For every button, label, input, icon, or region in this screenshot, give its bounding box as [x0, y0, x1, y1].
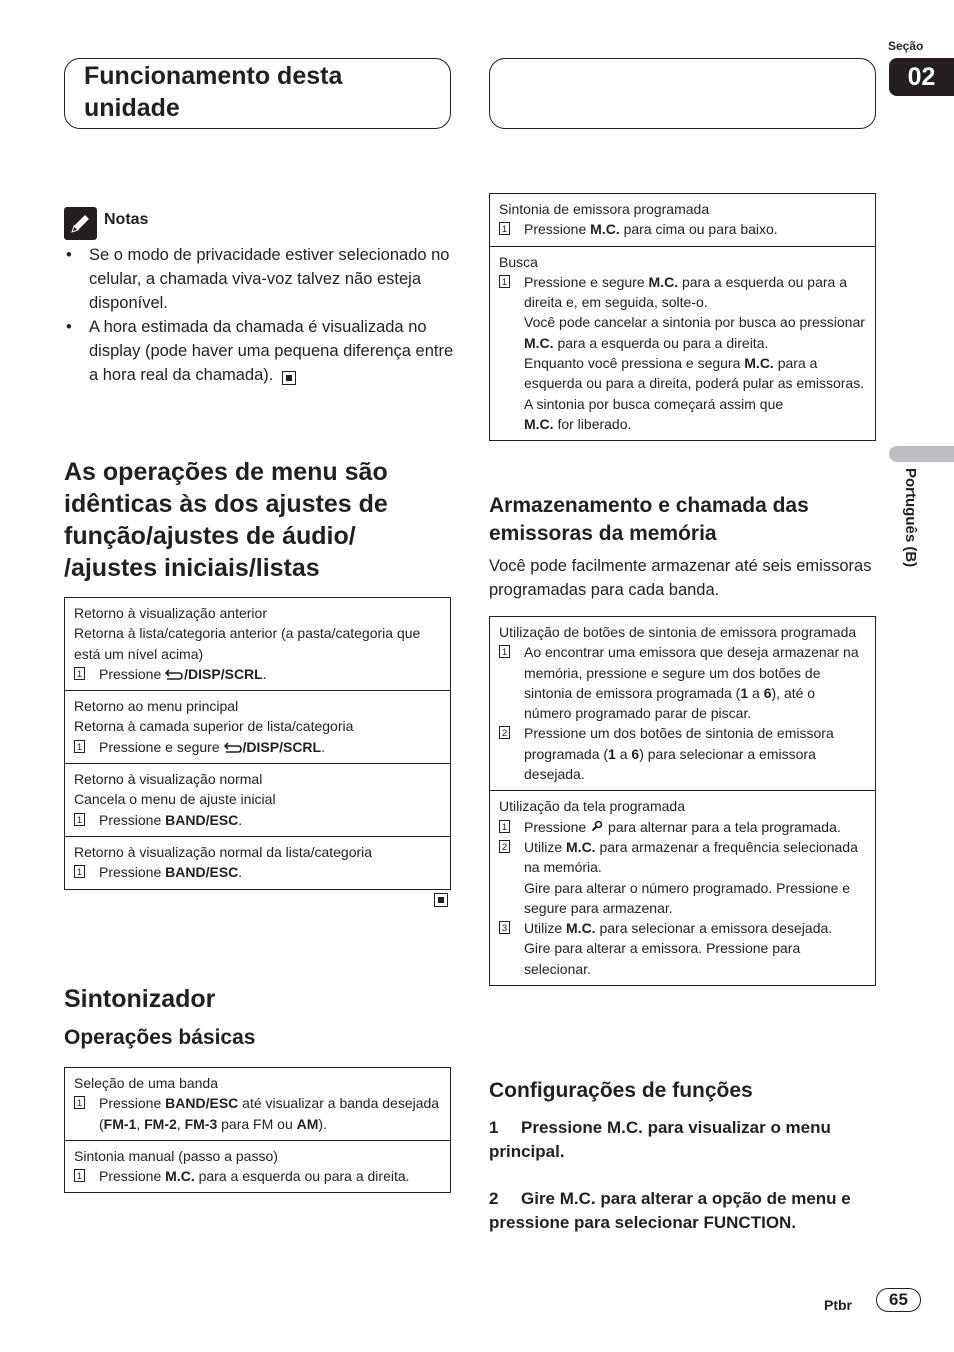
step-number: 1 — [499, 275, 510, 288]
step-number: 1 — [499, 222, 510, 235]
table-row: Retorno à visualização normal da lista/categoria 1 Pressione BAND/ESC. — [65, 836, 450, 889]
page-number: 65 — [876, 1288, 921, 1312]
return-arrow-icon — [224, 738, 242, 749]
notes-list — [64, 243, 454, 387]
table-row: Retorno à visualização anterior Retorna à lista/categoria anterior (a pasta/categoria que está um nível acima) 1 Pressione /DISP/SCRL. — [74, 605, 421, 682]
memory-table — [489, 616, 876, 986]
notes-title: Notas — [104, 211, 149, 228]
table-row: Retorno à visualização normal Cancela o menu de ajuste inicial 1 Pressione BAND/ESC. — [65, 763, 450, 836]
notes-icon — [64, 207, 97, 240]
language-tab — [889, 446, 954, 462]
step-number: 1 — [74, 865, 85, 878]
memory-heading: Armazenamento e chamada das emissoras da memória — [489, 494, 809, 545]
search-icon — [590, 817, 604, 837]
step-number: 1 — [74, 1096, 85, 1109]
end-mark-icon — [282, 371, 296, 385]
step-number: 1 — [74, 667, 85, 680]
footer-lang-code: Ptbr — [824, 1297, 852, 1313]
table-row: Retorno ao menu principal Retorna à camada superior de lista/categoria 1 Pressione e segure /DISP/SCRL. — [65, 690, 450, 763]
tuner-table — [64, 1067, 451, 1193]
step-number: 1 — [74, 813, 85, 826]
step-number: 1 — [499, 820, 510, 833]
section-number: 02 — [889, 58, 954, 96]
tuner-subheading: Operações básicas — [64, 1026, 256, 1049]
menu-ops-heading: As operações de menu são idênticas às dos ajustes de função/ajustes de áudio/ /ajustes iniciais/listas — [64, 458, 388, 582]
step-number: 1 — [74, 1169, 85, 1182]
table-row: Seleção de uma banda 1 Pressione BAND/ESC até visualizar a banda desejada (FM-1, FM-2, FM-3 para FM ou AM). — [74, 1075, 440, 1132]
table-row: Utilização de botões de sintonia de emissora programada 1 Ao encontrar uma emissora que deseja armazenar na memória, pressione e segure um dos botões de sintonia de emissora programada (1 a 6), até o número programado parar de piscar. 2 Pressione um dos botões de sintonia de emissora programada (1 a 6) para selecionar a emissora desejada. — [499, 624, 859, 783]
table-row: Busca 1 Pressione e segure M.C. para a esquerda ou para a direita e, em seguida, solte-o. Você pode cancelar a sintonia por busca ao pressionar M.C. para a esquerda ou para a direita. Enquanto você pressiona e segura M.C. para a esquerda ou para a direita, poderá pular as emissoras. A sintonia por busca começará assim que M.C. for liberado. — [490, 246, 875, 441]
step-number: 2 — [499, 726, 510, 739]
step-number: 1 — [499, 645, 510, 658]
list-item: • A hora estimada da chamada é visualizada no display (pode haver uma pequena diferença entre a hora real da chamada). — [64, 315, 454, 387]
language-label: Português (B) — [902, 468, 919, 568]
functions-heading: Configurações de funções — [489, 1079, 753, 1102]
page-title: Funcionamento desta unidade — [84, 62, 343, 122]
table-row: Sintonia manual (passo a passo) 1 Pressione M.C. para a esquerda ou para a direita. — [65, 1140, 450, 1193]
end-mark-icon — [434, 893, 448, 907]
step-number: 2 — [499, 840, 510, 853]
list-item: • Se o modo de privacidade estiver selecionado no celular, a chamada viva-voz talvez não esteja disponível. — [64, 243, 454, 315]
function-step-1: 1 Pressione M.C. para visualizar o menu principal. — [489, 1118, 831, 1161]
return-arrow-icon — [165, 665, 183, 676]
table-row: Utilização da tela programada 1 Pressione para alternar para a tela programada. 2 Utilize M.C. para armazenar a frequência selecionada na memória. Gire para alterar o número programado. Pressione e segure para armazenar. 3 Utilize M.C. para selecionar a emissora desejada. Gire para alterar a emissora. Pressione para selecionar. — [490, 790, 875, 985]
tuner-heading: Sintonizador — [64, 985, 216, 1013]
step-number: 1 — [74, 740, 85, 753]
table-row: Sintonia de emissora programada 1 Pressione M.C. para cima ou para baixo. — [499, 201, 778, 238]
pencil-icon — [64, 207, 97, 240]
step-number: 3 — [499, 921, 510, 934]
header-empty-box — [489, 58, 876, 129]
section-label: Seção — [888, 39, 924, 53]
tuning-table — [489, 193, 876, 441]
function-step-2: 2 Gire M.C. para alterar a opção de menu e pressione para selecionar FUNCTION. — [489, 1189, 851, 1232]
memory-intro: Você pode facilmente armazenar até seis emissoras programadas para cada banda. — [489, 557, 872, 599]
menu-ops-table — [64, 597, 451, 890]
